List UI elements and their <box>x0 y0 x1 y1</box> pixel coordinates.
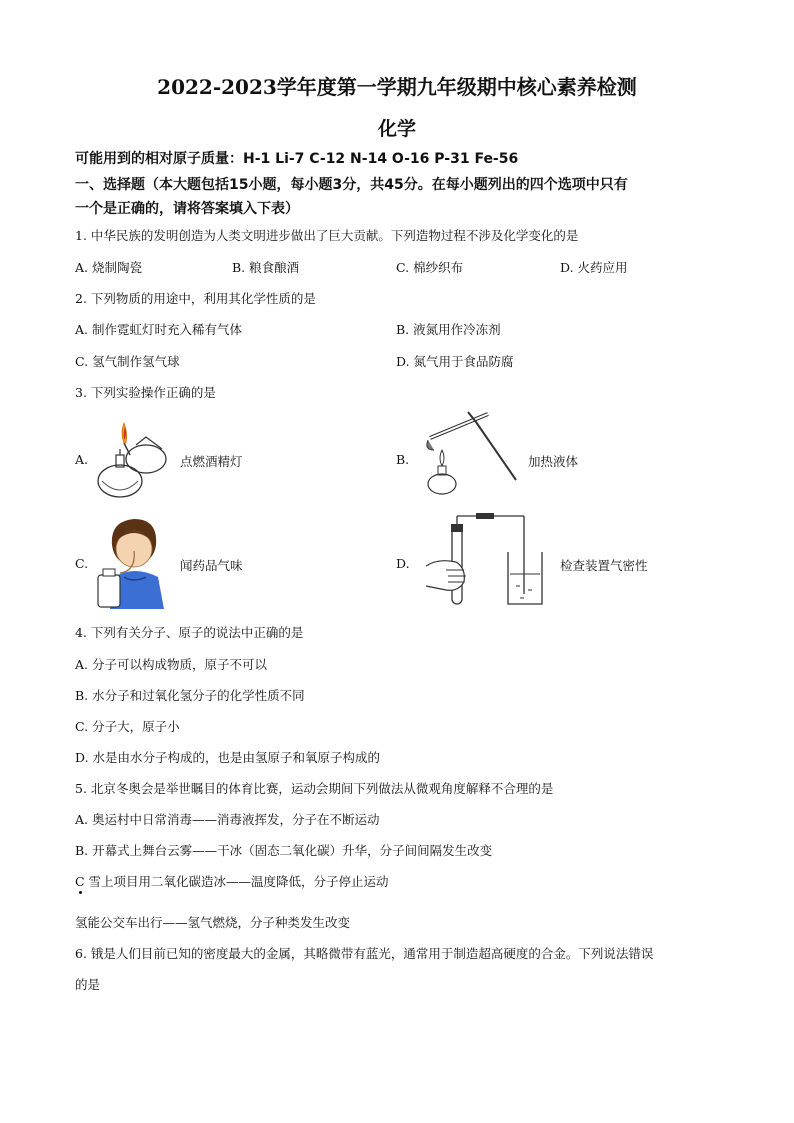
q2-option-d: D. 氮气用于食品防腐 <box>396 354 514 369</box>
q4-option-b: B. 水分子和过氧化氢分子的化学性质不同 <box>75 688 305 703</box>
q2-option-a: A. 制作霓虹灯时充入稀有气体 <box>75 322 242 337</box>
lighting-alcohol-lamp-figure <box>96 415 186 505</box>
q5-option-d-dot <box>79 891 82 894</box>
exam-title: 2022-2023学年度第一学期九年级期中核心素养检测 <box>157 75 637 99</box>
q5-option-a: A. 奥运村中日常消毒——消毒液挥发，分子在不断运动 <box>75 812 380 827</box>
q1-option-b: B. 粮食酿酒 <box>232 260 300 275</box>
q3-option-b-caption: 加热液体 <box>528 454 579 469</box>
q3-stem: 3. 下列实验操作正确的是 <box>75 385 216 400</box>
q3-option-d-caption: 检查装置气密性 <box>560 558 648 573</box>
airtightness-check-figure <box>424 512 554 608</box>
q4-option-c: C. 分子大，原子小 <box>75 719 180 734</box>
q5-option-c: C 雪上项目用二氧化碳造冰——温度降低，分子停止运动 <box>75 874 389 889</box>
q1-option-d: D. 火药应用 <box>560 260 628 275</box>
q4-option-d: D. 水是由水分子构成的，也是由氢原子和氧原子构成的 <box>75 750 381 765</box>
q2-option-b: B. 液氮用作冷冻剂 <box>396 322 501 337</box>
atomic-masses: 可能用到的相对原子质量：H-1 Li-7 C-12 N-14 O-16 P-31 Fe-56 <box>75 151 519 167</box>
q3-option-d-letter: D. <box>396 556 410 571</box>
q4-option-a: A. 分子可以构成物质，原子不可以 <box>75 657 267 672</box>
q3-option-a-letter: A. <box>75 452 89 467</box>
subject-title: 化学 <box>377 118 416 140</box>
q3-option-c-caption: 闻药品气味 <box>180 558 243 573</box>
q5-option-d: 氢能公交车出行——氢气燃烧，分子种类发生改变 <box>75 915 351 930</box>
heating-liquid-figure <box>418 410 523 502</box>
section-heading-line1: 一、选择题（本大题包括15小题，每小题3分，共45分。在每小题列出的四个选项中只有 <box>75 177 628 193</box>
q2-option-c: C. 氢气制作氢气球 <box>75 354 180 369</box>
q1-option-c: C. 棉纱织布 <box>396 260 464 275</box>
q1-option-a: A. 烧制陶瓷 <box>75 260 142 275</box>
q5-option-b: B. 开幕式上舞台云雾——干冰（固态二氧化碳）升华，分子间间隔发生改变 <box>75 843 493 858</box>
q6-stem-line1: 6. 锇是人们目前已知的密度最大的金属，其略微带有蓝光，通常用于制造超高硬度的合金。下列说法错误 <box>75 946 654 961</box>
q3-option-a-caption: 点燃酒精灯 <box>180 454 243 469</box>
q1-stem: 1. 中华民族的发明创造为人类文明进步做出了巨大贡献。下列造物过程不涉及化学变化的是 <box>75 228 579 243</box>
q2-stem: 2. 下列物质的用途中，利用其化学性质的是 <box>75 291 316 306</box>
q3-option-b-letter: B. <box>396 452 410 467</box>
section-heading-line2: 一个是正确的，请将答案填入下表） <box>75 201 299 217</box>
q4-stem: 4. 下列有关分子、原子的说法中正确的是 <box>75 625 304 640</box>
q6-stem-line2: 的是 <box>75 977 101 992</box>
q5-stem: 5. 北京冬奥会是举世瞩目的体育比赛，运动会期间下列做法从微观角度解释不合理的是 <box>75 781 554 796</box>
smelling-chemical-figure <box>94 515 176 609</box>
q3-option-c-letter: C. <box>75 556 89 571</box>
